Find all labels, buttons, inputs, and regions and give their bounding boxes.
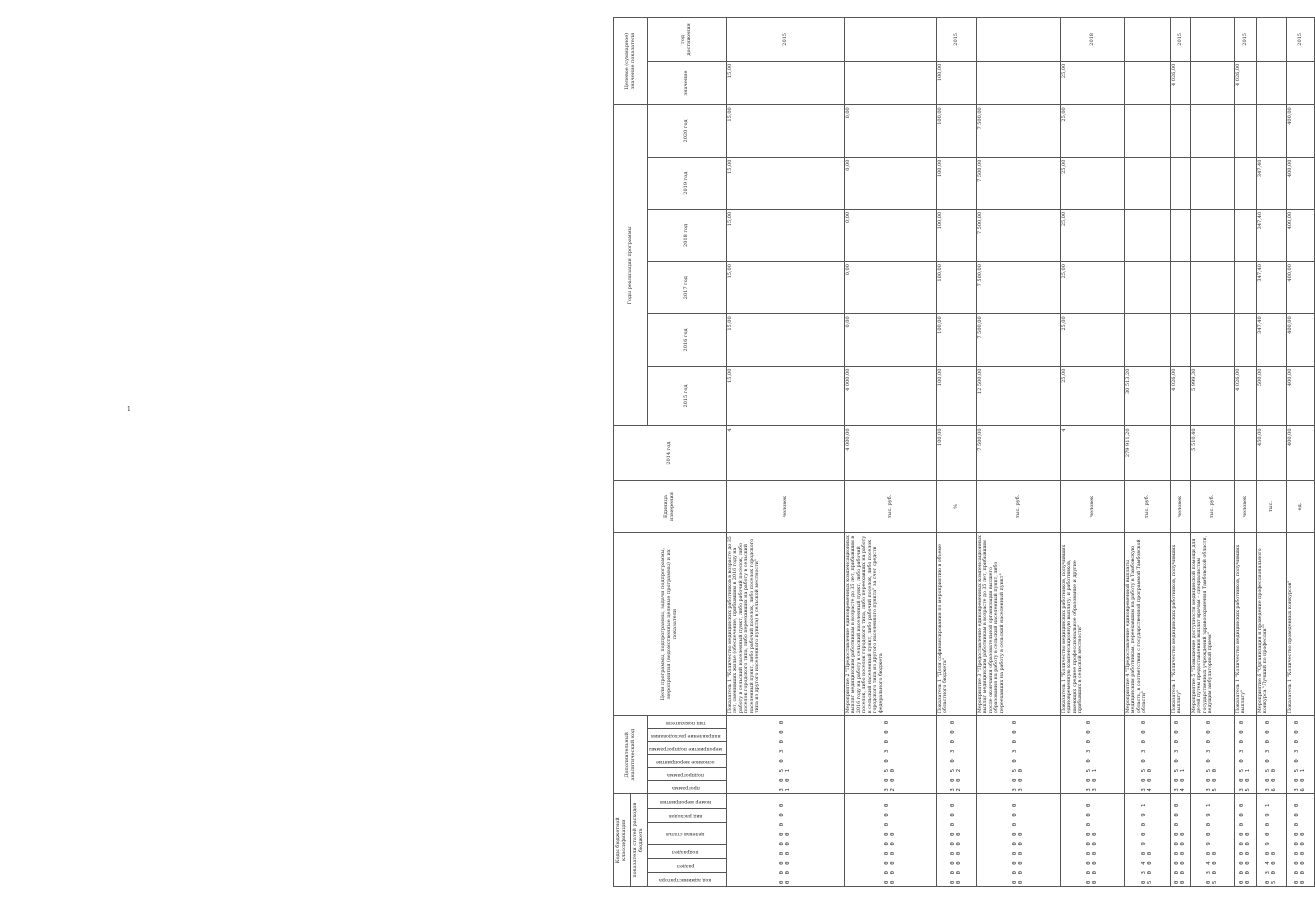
base-year-value-cell <box>1170 426 1190 480</box>
year-value-cell <box>1190 157 1234 209</box>
col-head-measure-number <box>648 794 727 808</box>
col-head-indicator-type <box>648 716 727 729</box>
target-value-cell <box>976 61 1060 105</box>
year-value-cell: 400,00 <box>1286 314 1314 366</box>
year-value-cell: 400,00 <box>1286 366 1314 426</box>
unit-cell: ед. <box>1286 480 1314 532</box>
col-head-subprogram <box>648 768 727 781</box>
goal-text-cell: Показатель 1 "Количество медицинских работников в возрасте до 35 лет, сменивших жилье (обеспечение, прибывшим в 2016 году на работу в сельский населенный пункт, либо рабочий поселок, либо поселок городского типа, либо переехавших на работу в сельский населенный пункт, либо рабочий поселок, либо поселок городского типа из другого населенного пункта) в сельской местности" <box>726 533 844 716</box>
year-value-cell: 400,00 <box>1286 209 1314 261</box>
year-value-cell: 0,00 <box>844 262 936 314</box>
year-value-cell: 25,00 <box>1060 314 1124 366</box>
extra-code-cell: 3 0 5 0 3 0 0 0 4 0 0 <box>1124 716 1170 794</box>
year-value-cell: 0,00 <box>844 209 936 261</box>
col-head-main-measure <box>648 755 727 768</box>
goal-text-cell: Мероприятие 5 "Повышение доступности медицинской помощи для детей путем предоставления выплат врачам – специалистам государственных учреждений здравоохранения Тамбовской области, ведущим амбулаторный прием" <box>1190 533 1234 716</box>
year-value-cell <box>1234 157 1256 209</box>
col-head-program <box>648 781 727 794</box>
budget-code-cell: 0 0 0 0 0 0 0 0 0 0 0 0 0 0 0 <box>1060 794 1124 887</box>
years-group-header: Годы реализации программы <box>614 105 648 426</box>
unit-cell: тыс. руб. <box>844 480 936 532</box>
target-year-cell: 2018 <box>1060 18 1124 62</box>
table-row <box>936 18 976 887</box>
table-row <box>976 18 1060 887</box>
year-value-cell: 15,00 <box>726 366 844 426</box>
table-row <box>1124 18 1170 887</box>
target-value-cell <box>844 61 936 105</box>
target-group-header: Целевое (суммарное) значение показателя <box>614 18 648 105</box>
year-value-cell <box>1124 209 1170 261</box>
program-indicators-table <box>613 17 1315 887</box>
base-year-value-cell: 4 <box>726 426 844 480</box>
year-value-cell: 30 513,20 <box>1124 366 1170 426</box>
year-value-cell: 7 500,00 <box>976 105 1060 157</box>
year-value-cell <box>1234 209 1256 261</box>
budget-code-cell: 0 0 0 0 0 0 0 0 0 0 0 0 0 0 0 <box>1170 794 1190 887</box>
extra-code-cell: 3 0 5 0 3 0 0 0 5 0 0 <box>1190 716 1234 794</box>
col-head-spending-direction <box>648 729 727 742</box>
col-head-main-measure-text: основное мероприятие <box>656 759 715 765</box>
target-year-cell: 2015 <box>1170 18 1190 62</box>
base-year-value-cell: 4 000,00 <box>844 426 936 480</box>
col-head-target-item <box>648 822 727 844</box>
year-head-2015: 2015 год <box>648 366 727 426</box>
year-value-cell: 400,00 <box>1286 262 1314 314</box>
budget-code-cell: 0 0 0 0 0 0 0 0 0 0 0 0 0 0 0 <box>976 794 1060 887</box>
year-value-cell: 0,00 <box>844 157 936 209</box>
table-row <box>844 18 936 887</box>
goal-text-cell: Показатель 1 "Количество медицинских работников, получивших выплату" <box>1234 533 1256 716</box>
col-head-subprogram-measure-text: мероприятие подпрограммы <box>649 745 723 751</box>
base-year-value-cell: 279 911,20 <box>1124 426 1170 480</box>
unit-column-header: Единица измерения <box>614 480 727 532</box>
extra-code-cell: 3 0 5 0 3 0 0 0 6 0 1 <box>1286 716 1314 794</box>
year-value-cell: 4 026,00 <box>1170 366 1190 426</box>
year-value-cell <box>1190 314 1234 366</box>
year-value-cell <box>1124 262 1170 314</box>
target-value-cell <box>1124 61 1170 105</box>
col-head-spending-direction-text: направление расходования <box>650 732 721 738</box>
unit-cell: тыс. руб. <box>976 480 1060 532</box>
base-year-value-cell: 100,00 <box>936 426 976 480</box>
goal-text-cell: Мероприятие 3 "Предоставление единовременных компенсационных выплат медицинским работникам в возрасте до 35 лет, прибывшим после окончания образовательной организации высшего образования на работу в сельский населенный пункт, либо переехавших на работу в сельский населенный пункт" <box>976 533 1060 716</box>
year-value-cell: 4 026,00 <box>1234 366 1256 426</box>
col-head-subsection-text: подраздел <box>672 848 699 854</box>
target-value-head: значение <box>648 61 727 105</box>
year-head-2020: 2020 год <box>648 105 727 157</box>
unit-cell: человек <box>1170 480 1190 532</box>
year-head-2017: 2017 год <box>648 262 727 314</box>
year-head-2018: 2018 год <box>648 209 727 261</box>
year-value-cell: 7 500,00 <box>976 209 1060 261</box>
table-row <box>1234 18 1256 887</box>
year-value-cell: 15,00 <box>726 209 844 261</box>
year-value-cell: 347,40 <box>1256 314 1286 366</box>
col-head-expense-type-text: вид расходов <box>669 813 703 818</box>
budget-subheader: показатели статей расходов бюджета <box>631 794 648 887</box>
unit-cell: человек <box>726 480 844 532</box>
target-value-cell: 4 026,00 <box>1170 61 1190 105</box>
year-value-cell: 15,00 <box>726 157 844 209</box>
budget-code-cell: 0 0 0 0 0 0 0 0 0 0 0 0 0 0 0 <box>1286 794 1314 887</box>
unit-cell: тыс. руб. <box>1190 480 1234 532</box>
budget-code-cell: 0 3 4 0 9 0 0 9 1 5 0 0 0 <box>1190 794 1234 887</box>
year-value-cell: 4 000,00 <box>844 366 936 426</box>
extra-code-cell: 3 0 5 0 3 0 0 0 2 0 0 <box>844 716 936 794</box>
year-value-cell: 7 500,00 <box>976 262 1060 314</box>
target-year-cell <box>1256 18 1286 62</box>
unit-cell: человек <box>1234 480 1256 532</box>
year-value-cell <box>1124 105 1170 157</box>
year-value-cell: 12 500,00 <box>976 366 1060 426</box>
extra-code-cell: 3 0 5 0 3 0 0 0 1 0 1 <box>726 716 844 794</box>
goal-text-cell: Мероприятие 4 "Предоставление единовременной выплаты медицинским работникам, переехавшим на работу в Тамбовскую область, в соответствии с государственной программой Тамбовской области" <box>1124 533 1170 716</box>
budget-code-cell: 0 3 4 0 9 0 0 9 1 5 0 0 0 <box>1124 794 1170 887</box>
extra-code-cell: 3 0 5 0 3 0 0 0 3 0 0 <box>976 716 1060 794</box>
year-value-cell <box>1170 209 1190 261</box>
year-value-cell: 0,00 <box>844 105 936 157</box>
year-value-cell: 25,00 <box>1060 262 1124 314</box>
year-value-cell <box>1170 262 1190 314</box>
base-year-header: 2014 год <box>614 426 727 480</box>
target-year-head: год достижения <box>648 18 727 62</box>
year-value-cell: 25,00 <box>1060 105 1124 157</box>
year-value-cell: 100,00 <box>936 262 976 314</box>
col-head-subprogram-measure <box>648 742 727 755</box>
target-year-cell: 2015 <box>1286 18 1314 62</box>
goal-column-header: Цели программы, подпрограммы, задачи подпрограммы, мероприятия (ведомственные целевые программы) и их показатели <box>614 533 727 716</box>
target-value-cell <box>1286 61 1314 105</box>
budget-classification-header: Коды бюджетной классификации <box>614 794 631 887</box>
target-value-cell: 100,00 <box>936 61 976 105</box>
goal-text-cell: Мероприятие 6 "Организация и проведение профессионального конкурса "Лучший по профессии"" <box>1256 533 1286 716</box>
target-year-cell: 2015 <box>726 18 844 62</box>
col-head-target-item-text: целевая статья <box>666 830 705 836</box>
year-value-cell <box>1170 157 1190 209</box>
base-year-value-cell: 450,00 <box>1256 426 1286 480</box>
col-head-section <box>648 858 727 872</box>
col-head-indicator-type-text: тип показателя <box>665 719 706 725</box>
year-value-cell: 100,00 <box>936 157 976 209</box>
base-year-value-cell <box>1234 426 1256 480</box>
budget-code-cell: 0 0 0 0 0 0 0 0 0 0 0 0 0 0 0 <box>844 794 936 887</box>
year-value-cell: 5 999,30 <box>1190 366 1234 426</box>
year-value-cell: 25,00 <box>1060 157 1124 209</box>
goal-text-cell: Показатель 1 "Количество проведенных конкурсов" <box>1286 533 1314 716</box>
year-value-cell <box>1170 314 1190 366</box>
budget-code-cell: 0 3 4 0 9 0 0 9 1 5 0 0 0 <box>1256 794 1286 887</box>
year-value-cell <box>1234 314 1256 366</box>
year-head-2016: 2016 год <box>648 314 727 366</box>
rotated-program-table <box>613 17 1307 887</box>
year-value-cell: 15,00 <box>726 262 844 314</box>
stray-mark: 1 <box>127 406 131 413</box>
table-row <box>1060 18 1124 887</box>
unit-cell: человек <box>1060 480 1124 532</box>
year-value-cell <box>1124 157 1170 209</box>
year-value-cell: 347,40 <box>1256 262 1286 314</box>
budget-code-cell: 0 0 0 0 0 0 0 0 0 0 0 0 0 0 0 <box>726 794 844 887</box>
year-value-cell: 400,00 <box>1286 105 1314 157</box>
year-value-cell: 100,00 <box>936 366 976 426</box>
year-value-cell <box>1170 105 1190 157</box>
target-value-cell: 4 026,00 <box>1234 61 1256 105</box>
year-value-cell <box>1124 314 1170 366</box>
col-head-expense-type <box>648 808 727 822</box>
target-value-cell <box>1190 61 1234 105</box>
year-value-cell: 347,40 <box>1256 157 1286 209</box>
target-year-cell <box>1190 18 1234 62</box>
target-year-cell: 2015 <box>1234 18 1256 62</box>
col-head-measure-number-text: номер мероприятия <box>660 798 712 804</box>
unit-cell: тыс. руб. <box>1124 480 1170 532</box>
year-value-cell: 400,00 <box>1286 157 1314 209</box>
base-year-value-cell: 400,00 <box>1286 426 1314 480</box>
year-value-cell <box>1190 105 1234 157</box>
year-value-cell <box>1190 262 1234 314</box>
table-row <box>1170 18 1190 887</box>
year-value-cell: 0,00 <box>844 314 936 366</box>
year-value-cell: 347,40 <box>1256 209 1286 261</box>
extra-code-header: Дополнительный аналитический код <box>614 716 648 794</box>
year-value-cell: 100,00 <box>936 209 976 261</box>
col-head-program-text: программа <box>671 785 700 791</box>
year-value-cell: 25,00 <box>1060 209 1124 261</box>
year-value-cell <box>1234 262 1256 314</box>
year-value-cell: 100,00 <box>936 314 976 366</box>
col-head-subsection <box>648 844 727 858</box>
table-row <box>1256 18 1286 887</box>
year-value-cell: 100,00 <box>936 105 976 157</box>
goal-text-cell: Показатель 1 "Количество медицинских работников, получивших выплату" <box>1170 533 1190 716</box>
col-head-subprogram-text: подпрограмма <box>667 772 705 778</box>
year-head-2019: 2019 год <box>648 157 727 209</box>
col-head-admin-code <box>648 872 727 886</box>
table-row <box>1190 18 1234 887</box>
year-value-cell: 15,00 <box>726 314 844 366</box>
col-head-section-text: раздел <box>676 863 695 869</box>
table-row <box>1286 18 1314 887</box>
col-head-admin-code-text: код администратора <box>659 877 712 883</box>
goal-text-cell: Мероприятие 2 "Предоставление единовременных компенсационных выплат медицинским работникам в возрасте до 35 лет, прибывшим в 2016 году на работу в сельский населенный пункт, либо рабочий поселок, либо поселок городского типа, либо переехавших на работу в сельский населенный пункт, либо рабочий поселок, либо поселок городского типа из другого населенного пункта" за счет средств федерального бюджета <box>844 533 936 716</box>
extra-code-cell: 3 0 5 0 3 0 0 0 2 0 2 <box>936 716 976 794</box>
extra-code-cell: 3 0 5 0 3 0 0 0 6 0 0 <box>1256 716 1286 794</box>
target-value-cell: 15,00 <box>726 61 844 105</box>
budget-code-cell: 0 0 0 0 0 0 0 0 0 0 0 0 0 0 0 <box>1234 794 1256 887</box>
year-value-cell: 7 500,00 <box>976 314 1060 366</box>
base-year-value-cell: 5 510,40 <box>1190 426 1234 480</box>
base-year-value-cell: 4 <box>1060 426 1124 480</box>
year-value-cell <box>1256 105 1286 157</box>
target-year-cell: 2015 <box>936 18 976 62</box>
base-year-value-cell: 7 500,00 <box>976 426 1060 480</box>
year-value-cell: 7 500,00 <box>976 157 1060 209</box>
budget-code-cell: 0 0 0 0 0 0 0 0 0 0 0 0 0 0 0 <box>936 794 976 887</box>
goal-text-cell: Показатель 1 "Количество медицинских работников, получивших единовременную компенсационную выплату, и работников, имеющих среднее профессиональное образование и другие прибывших в сельской местности" <box>1060 533 1124 716</box>
target-value-cell <box>1256 61 1286 105</box>
extra-code-cell: 3 0 5 0 3 0 0 0 4 0 1 <box>1170 716 1190 794</box>
year-value-cell: 15,00 <box>726 105 844 157</box>
target-year-cell <box>1124 18 1170 62</box>
target-year-cell <box>844 18 936 62</box>
goal-text-cell: Показатель 1 "Доля софинансирования по мероприятию в объеме областного бюджета" <box>936 533 976 716</box>
target-year-cell <box>976 18 1060 62</box>
year-value-cell <box>1190 209 1234 261</box>
extra-code-cell: 3 0 5 0 3 0 0 0 5 0 1 <box>1234 716 1256 794</box>
target-value-cell: 25,00 <box>1060 61 1124 105</box>
table-row <box>726 18 844 887</box>
unit-cell: % <box>936 480 976 532</box>
year-value-cell: 500,00 <box>1256 366 1286 426</box>
extra-code-cell: 3 0 5 0 3 0 0 0 3 0 1 <box>1060 716 1124 794</box>
year-value-cell <box>1234 105 1256 157</box>
year-value-cell: 25,00 <box>1060 366 1124 426</box>
unit-cell: тыс. <box>1256 480 1286 532</box>
